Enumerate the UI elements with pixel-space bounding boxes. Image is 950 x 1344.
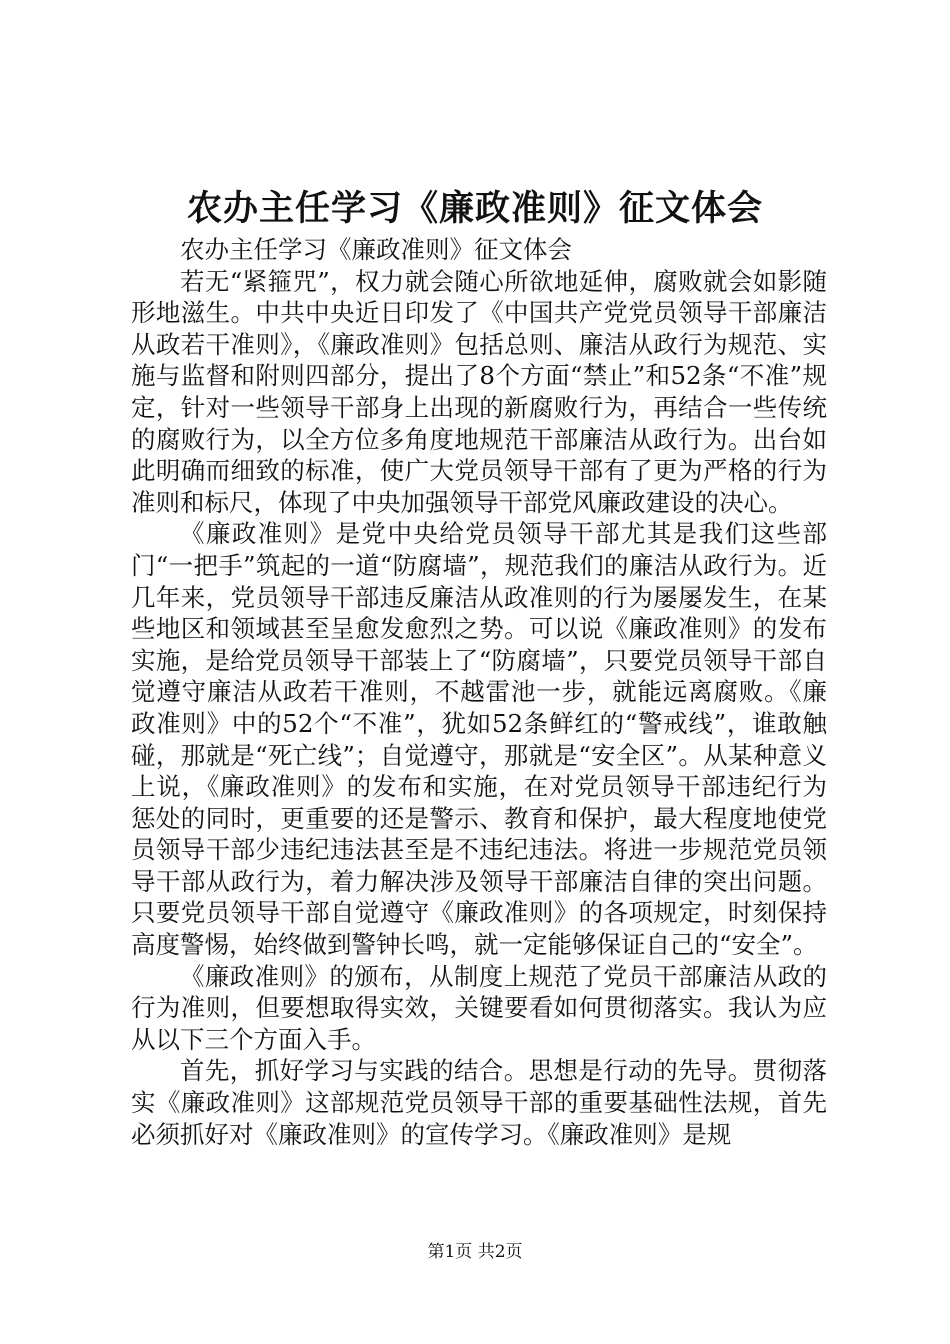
page-footer: 第1页 共2页 <box>427 1242 523 1262</box>
document-title: 农办主任学习《廉政准则》征文体会 <box>186 188 763 229</box>
paragraph: 若无“紧箍咒”，权力就会随心所欲地延伸，腐败就会如影随形地滋生。中共中央近日印发了《中国共产党党员领导干部廉洁从政若干准则》，《廉政准则》包括总则、廉洁从政行为规范、实施与监督和附则四部分，提出了8个方面“禁止”和52条“不准”规定，针对一些领导干部身上出现的新腐败行为，再结合一些传统的腐败行为，以全方位多角度地规范干部廉洁从政行为。出台如此明确而细致的标准，使广大党员领导干部有了更为严格的行为准则和标尺，体现了中央加强领导干部党风廉政建设的决心。 <box>131 266 827 517</box>
paragraph: 首先，抓好学习与实践的结合。思想是行动的先导。贯彻落实《廉政准则》这部规范党员领导干部的重要基础性法规，首先必须抓好对《廉政准则》的宣传学习。《廉政准则》是规 <box>131 1056 827 1149</box>
document-body <box>131 234 827 1150</box>
paragraph: 《廉政准则》的颁布，从制度上规范了党员干部廉洁从政的行为准则，但要想取得实效，关键要看如何贯彻落实。我认为应从以下三个方面入手。 <box>131 961 827 1054</box>
paragraph: 《廉政准则》是党中央给党员领导干部尤其是我们这些部门“一把手”筑起的一道“防腐墙”，规范我们的廉洁从政行为。近几年来，党员领导干部违反廉洁从政准则的行为屡屡发生，在某些地区和领域甚至呈愈发愈烈之势。可以说《廉政准则》的发布实施，是给党员领导干部装上了“防腐墙”，只要党员领导干部自觉遵守廉洁从政若干准则，不越雷池一步，就能远离腐败。《廉政准则》中的52个“不准”，犹如52条鲜红的“警戒线”，谁敢触碰，那就是“死亡线”；自觉遵守，那就是“安全区”。从某种意义上说，《廉政准则》的发布和实施，在对党员领导干部违纪行为惩处的同时，更重要的还是警示、教育和保护，最大程度地使党员领导干部少违纪违法甚至是不违纪违法。将进一步规范党员领导干部从政行为，着力解决涉及领导干部廉洁自律的突出问题。只要党员领导干部自觉遵守《廉政准则》的各项规定，时刻保持高度警惕，始终做到警钟长鸣，就一定能够保证自己的“安全”。 <box>131 519 827 960</box>
paragraph-subtitle: 农办主任学习《廉政准则》征文体会 <box>180 235 572 264</box>
